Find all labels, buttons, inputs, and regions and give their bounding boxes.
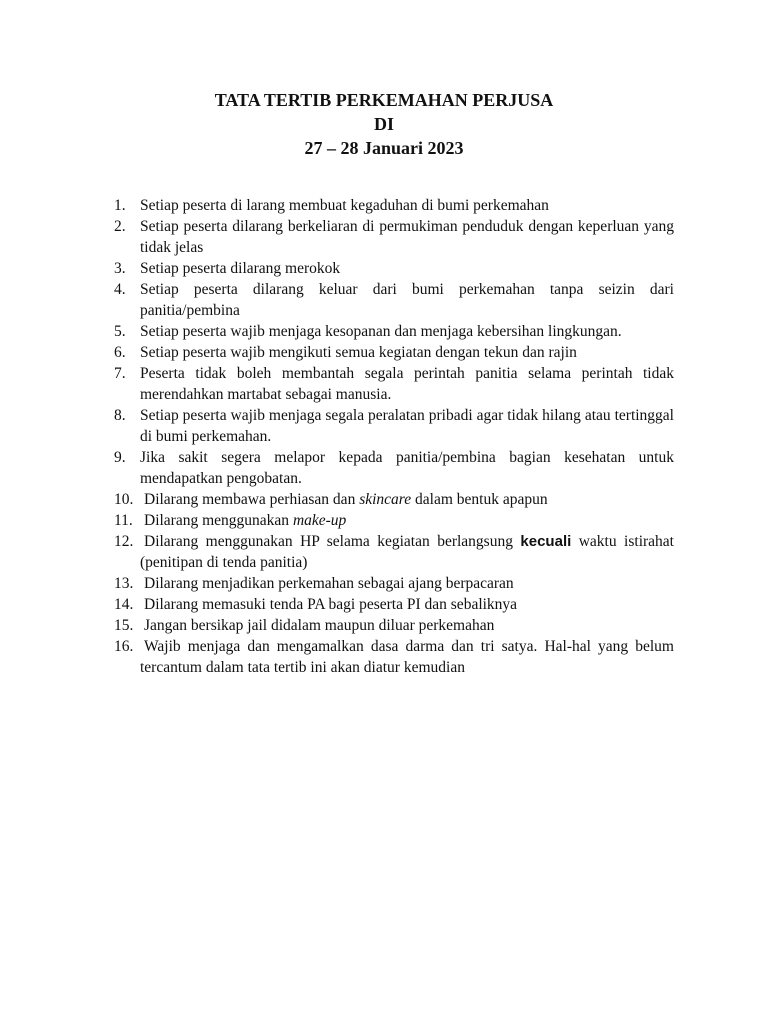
rule-number: 4.: [114, 281, 126, 298]
rule-item: [114, 615, 674, 636]
rule-text: Setiap peserta dilarang keluar dari bumi perkemahan tanpa seizin dari panitia/pembina: [140, 281, 674, 319]
rule-text: [144, 512, 346, 529]
rule-number: 11.: [114, 512, 133, 529]
rule-text: Setiap peserta wajib menjaga segala peralatan pribadi agar tidak hilang atau tertinggal di bumi perkemahan.: [140, 407, 674, 445]
rule-text: Setiap peserta dilarang merokok: [140, 260, 341, 277]
rule-text-italic: skincare: [359, 491, 412, 508]
rule-number: 14.: [114, 596, 134, 613]
rule-number: 10.: [114, 491, 134, 508]
title-line-3: 27 – 28 Januari 2023: [304, 138, 464, 158]
rule-text: Dilarang menjadikan perkemahan sebagai ajang berpacaran: [144, 575, 514, 592]
rule-text: Jika sakit segera melapor kepada panitia/pembina bagian kesehatan untuk mendapatkan pengobatan.: [140, 449, 674, 487]
title-line-1: TATA TERTIB PERKEMAHAN PERJUSA: [214, 90, 554, 110]
rule-item: [114, 594, 674, 615]
rule-text: Peserta tidak boleh membantah segala perintah panitia selama perintah tidak merendahkan martabat sebagai manusia.: [140, 365, 674, 403]
document-title: [0, 88, 768, 160]
rule-text-pre: Dilarang membawa perhiasan dan: [144, 491, 360, 508]
rule-text: Setiap peserta wajib menjaga kesopanan dan menjaga kebersihan lingkungan.: [140, 323, 622, 340]
rule-text: [140, 533, 674, 571]
rule-text: Wajib menjaga dan mengamalkan dasa darma dan tri satya. Hal-hal yang belum tercantum dalam tata tertib ini akan diatur kemudian: [140, 638, 674, 676]
rule-text-italic: make-up: [292, 512, 347, 529]
rule-item: [114, 342, 674, 363]
rule-number: 3.: [114, 260, 126, 277]
rule-item: [114, 195, 674, 216]
rule-number: 2.: [114, 218, 126, 235]
rule-number: 1.: [114, 197, 126, 214]
rule-number: 12.: [114, 533, 134, 550]
rule-item: [114, 216, 674, 258]
rule-number: 16.: [114, 638, 134, 655]
rule-item: [114, 279, 674, 321]
rule-text-bold: kecuali: [520, 533, 572, 550]
rule-number: 5.: [114, 323, 126, 340]
rule-number: 13.: [114, 575, 134, 592]
rule-item: [114, 363, 674, 405]
rule-text-post: waktu istirahat (penitipan di tenda panitia): [140, 533, 674, 571]
rule-item: [114, 531, 674, 573]
rule-item: [114, 489, 674, 510]
rule-number: 8.: [114, 407, 126, 424]
rule-item: [114, 258, 674, 279]
rule-text: Setiap peserta di larang membuat kegaduhan di bumi perkemahan: [140, 197, 549, 214]
rule-text: Dilarang memasuki tenda PA bagi peserta PI dan sebaliknya: [144, 596, 518, 613]
rule-item: [114, 321, 674, 342]
rule-number: 9.: [114, 449, 126, 466]
rule-item: [114, 405, 674, 447]
rule-text-pre: Dilarang menggunakan HP selama kegiatan berlangsung: [144, 533, 521, 550]
rule-number: 15.: [114, 617, 134, 634]
rule-item: [114, 573, 674, 594]
rule-text: Setiap peserta wajib mengikuti semua kegiatan dengan tekun dan rajin: [140, 344, 577, 361]
rule-text-post: dalam bentuk apapun: [411, 491, 548, 508]
rules-list: [114, 195, 674, 678]
rule-item: [114, 510, 674, 531]
rule-text: Setiap peserta dilarang berkeliaran di permukiman penduduk dengan keperluan yang tidak jelas: [140, 218, 674, 256]
rule-text: [144, 491, 548, 508]
rule-item: [114, 636, 674, 678]
rule-item: [114, 447, 674, 489]
rule-number: 6.: [114, 344, 126, 361]
rule-number: 7.: [114, 365, 126, 382]
title-line-2: DI: [373, 114, 394, 134]
rule-text: Jangan bersikap jail didalam maupun diluar perkemahan: [144, 617, 495, 634]
rule-text-pre: Dilarang menggunakan: [144, 512, 293, 529]
